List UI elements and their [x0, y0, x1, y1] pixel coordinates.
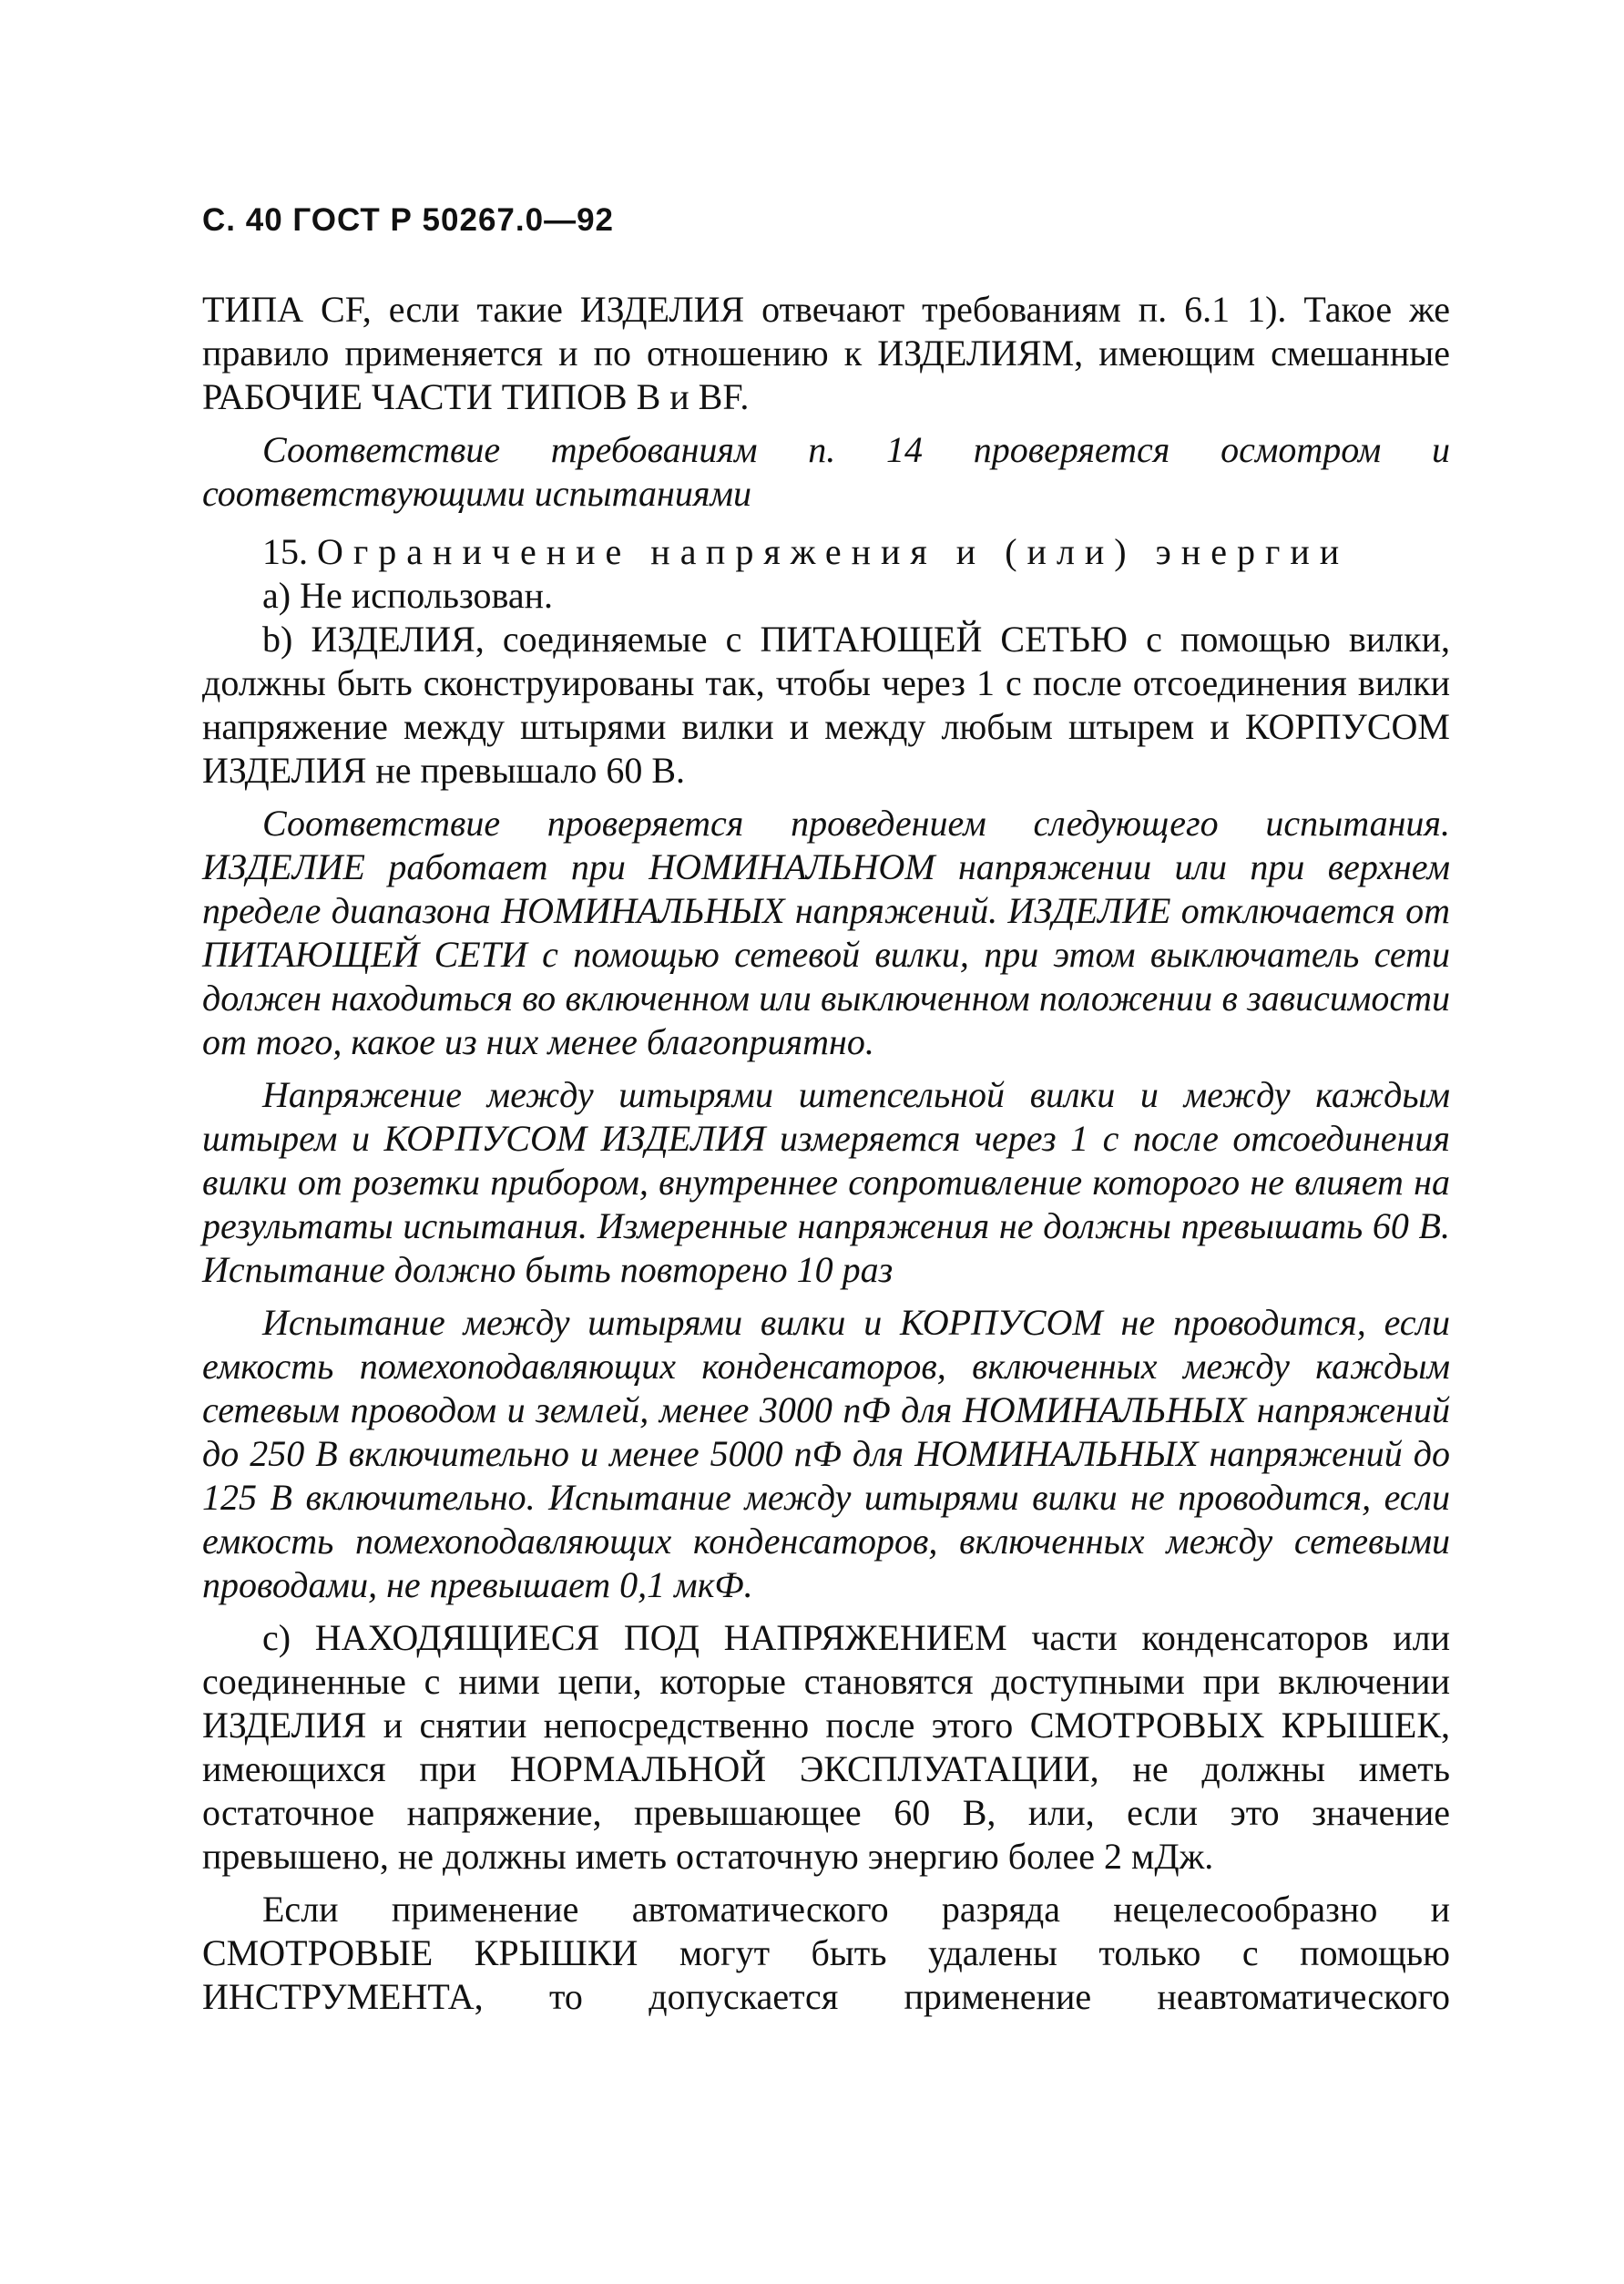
paragraph-voltage-measurement: Напряжение между штырями штепсельной вилки и между каждым штырем и КОРПУСОМ ИЗДЕЛИЯ измеряется через 1 с после отсоединения вилки от розетки прибором, внутреннее сопротивление которого не влияет на результаты испытания. Измеренные напряжения не должны превышать 60 В. Испытание должно быть повторено 10 раз [202, 1074, 1450, 1290]
paragraph-manual-discharge: Если применение автоматического разряда нецелесообразно и СМОТРОВЫЕ КРЫШКИ могут быть удалены только с помощью ИНСТРУМЕНТА, то допускается применение неавтоматического [202, 1889, 1450, 2017]
section-15-heading [202, 530, 1450, 574]
page-header: С. 40 ГОСТ Р 50267.0—92 [202, 202, 615, 238]
paragraph-compliance-14: Соответствие требованиям п. 14 проверяется осмотром и соответствующими испытаниями [202, 429, 1450, 514]
paragraph-compliance-test: Соответствие проверяется проведением следующего испытания. ИЗДЕЛИЕ работает при НОМИНАЛЬНОМ напряжении или при верхнем пределе диапазона НОМИНАЛЬНЫХ напряжений. ИЗДЕЛИЕ отключается от ПИТАЮЩЕЙ СЕТИ с помощью сетевой вилки, при этом выключатель сети должен находиться во включенном или выключенном положении в зависимости от того, какое из них менее благоприятно. [202, 803, 1450, 1062]
list-item-c: с) НАХОДЯЩИЕСЯ ПОД НАПРЯЖЕНИЕМ части конденсаторов или соединенные с ними цепи, которые становятся доступными при включении ИЗДЕЛИЯ и снятии непосредственно после этого СМОТРОВЫХ КРЫШЕК, имеющихся при НОРМАЛЬНОЙ ЭКСПЛУАТАЦИИ, не должны иметь остаточное напряжение, превышающее 60 В, или, если это значение превышено, не должны иметь остаточную энергию более 2 мДж. [202, 1617, 1450, 1877]
paragraph-capacitor-exception: Испытание между штырями вилки и КОРПУСОМ не проводится, если емкость помехоподавляющих конденсаторов, включенных между каждым сетевым проводом и землей, менее 3000 пФ для НОМИНАЛЬНЫХ напряжений до 250 В включительно и менее 5000 пФ для НОМИНАЛЬНЫХ напряжений до 125 В включительно. Испытание между штырями вилки не проводится, если емкость помехоподавляющих конденсаторов, включенных между сетевыми проводами, не превышает 0,1 мкФ. [202, 1302, 1450, 1605]
paragraph-type-cf: ТИПА CF, если такие ИЗДЕЛИЯ отвечают требованиям п. 6.1 1). Такое же правило применяется и по отношению к ИЗДЕЛИЯМ, имеющим смешанные РАБОЧИЕ ЧАСТИ ТИПОВ В и BF. [202, 289, 1450, 417]
section-number: 15. [262, 531, 308, 572]
list-item-a: а) Не использован. [262, 575, 554, 616]
list-item-b: b) ИЗДЕЛИЯ, соединяемые с ПИТАЮЩЕЙ СЕТЬЮ с помощью вилки, должны быть сконструированы так, чтобы через 1 с после отсоединения вилки напряжение между штырями вилки и между любым штырем и КОРПУСОМ ИЗДЕЛИЯ не превышало 60 В. [202, 619, 1450, 791]
section-title: Ограничение напряжения и (или) энергии [317, 531, 1350, 572]
document-page [202, 202, 1450, 2019]
